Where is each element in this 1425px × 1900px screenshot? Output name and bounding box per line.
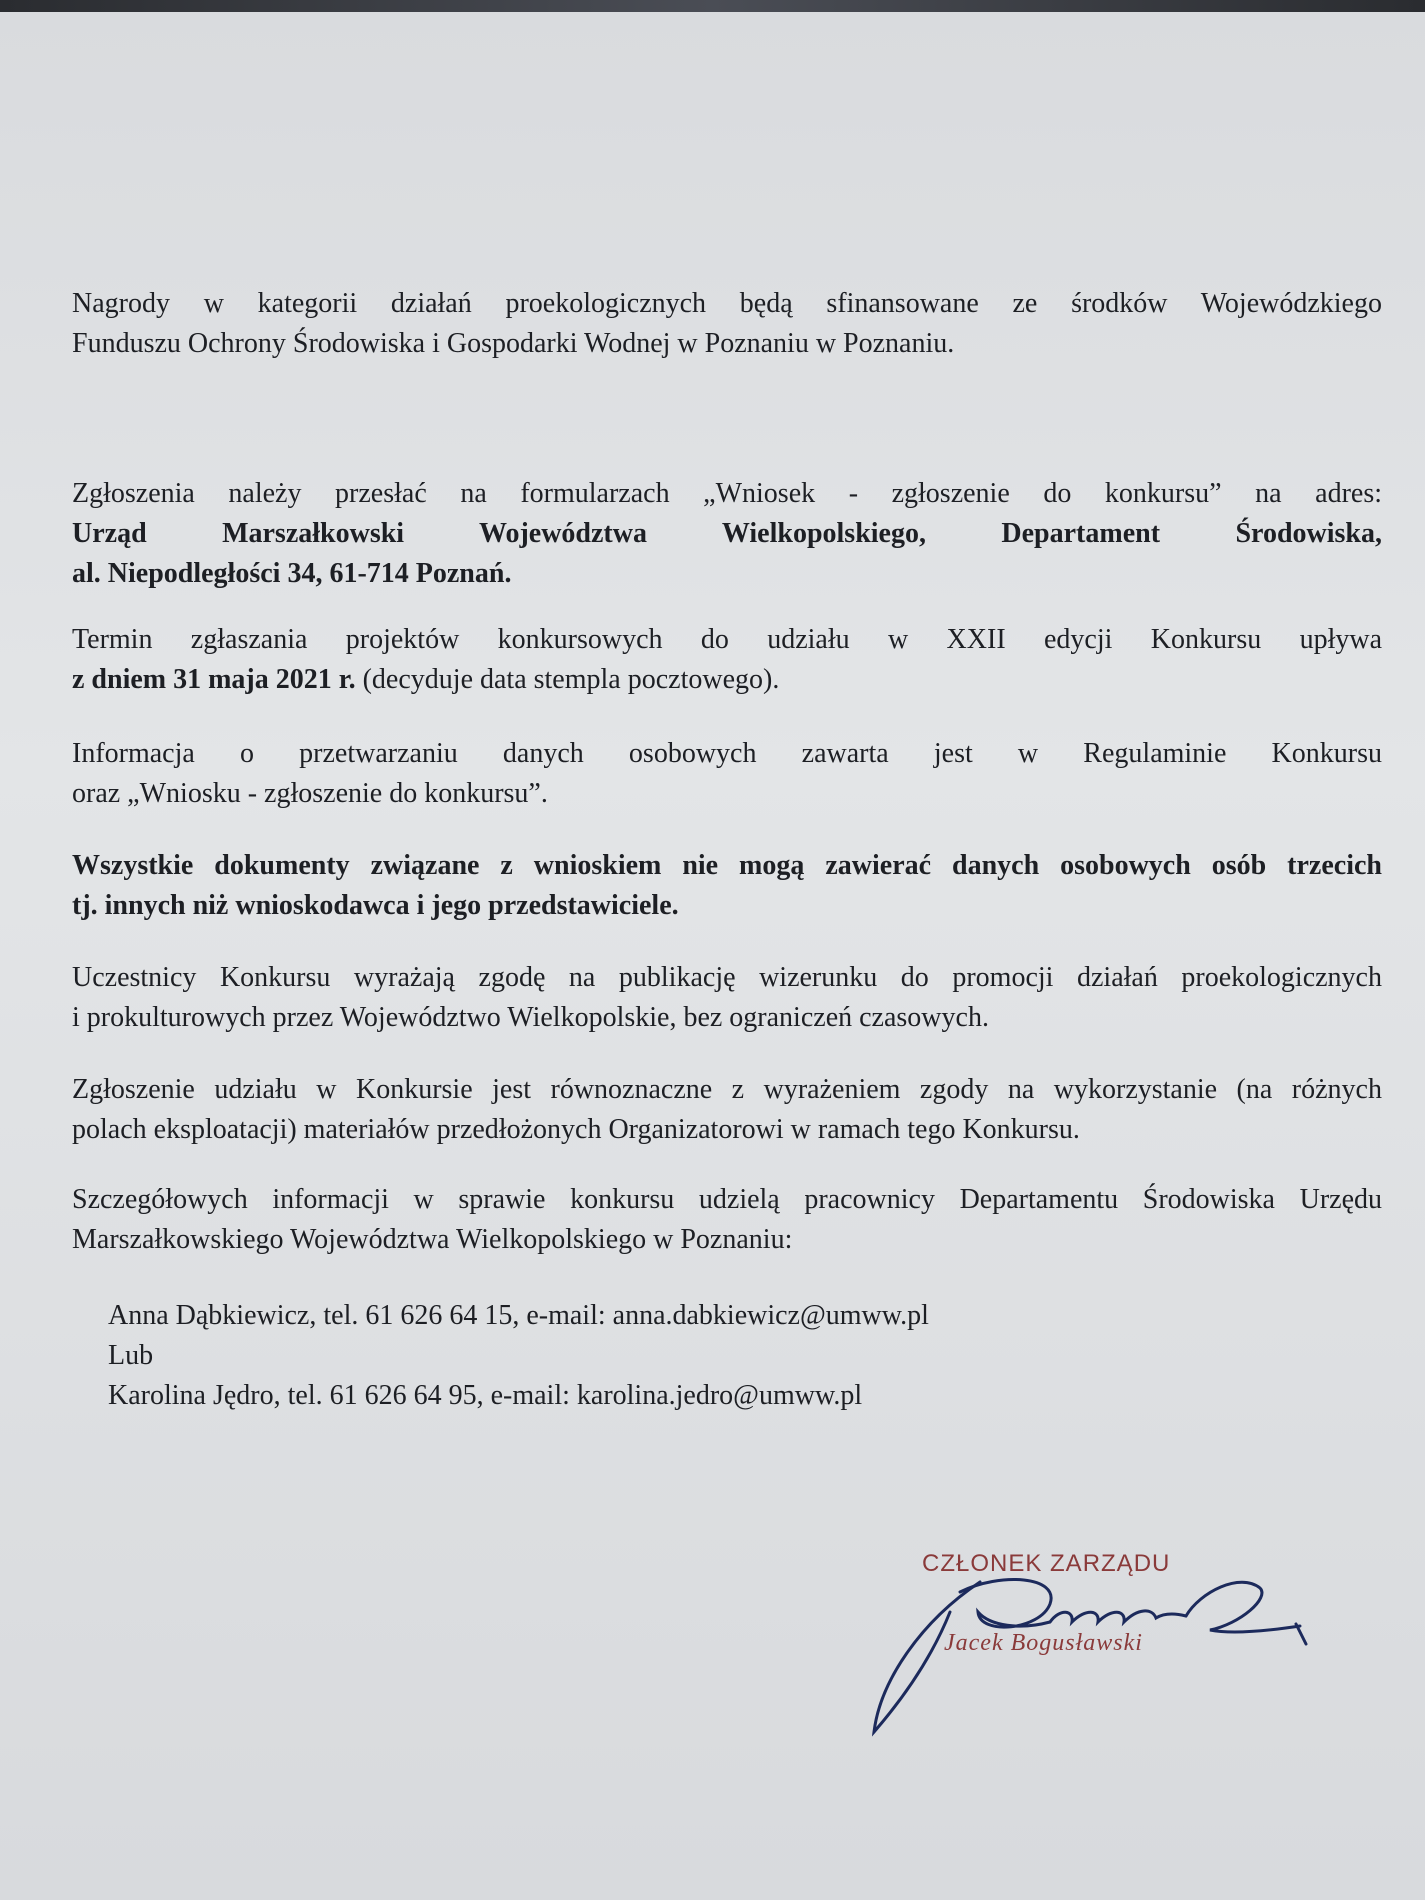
materials-consent-line-1: Zgłoszenie udziału w Konkursie jest równoznaczne z wyrażeniem zgody na wykorzystanie (na różnych — [72, 1074, 1382, 1105]
stamp-title: CZŁONEK ZARZĄDU — [922, 1550, 1171, 1577]
submission-line-1: Zgłoszenia należy przesłać na formularzach „Wniosek - zgłoszenie do konkursu” na adres: — [72, 478, 1382, 509]
privacy-line-1: Informacja o przetwarzaniu danych osobowych zawarta jest w Regulaminie Konkursu — [72, 738, 1382, 769]
contact-anna: Anna Dąbkiewicz, tel. 61 626 64 15, e-mail: anna.dabkiewicz@umww.pl — [108, 1300, 929, 1331]
deadline-line-1: Termin zgłaszania projektów konkursowych do udziału w XXII edycji Konkursu upływa — [72, 624, 1382, 655]
deadline-line-2 — [72, 660, 1382, 700]
contact-list — [108, 1296, 929, 1416]
contact-karolina: Karolina Jędro, tel. 61 626 64 95, e-mail: karolina.jedro@umww.pl — [108, 1380, 863, 1411]
submission-address-line: Urząd Marszałkowski Województwa Wielkopolskiego, Departament Środowiska, — [72, 518, 1382, 549]
document-page — [0, 12, 1425, 1900]
submission-street-line: al. Niepodległości 34, 61-714 Poznań. — [72, 558, 512, 589]
info-line-2: Marszałkowskiego Województwa Wielkopolskiego w Poznaniu: — [72, 1224, 793, 1255]
stamp-name: Jacek Bogusławski — [944, 1630, 1143, 1656]
documents-line-2: tj. innych niż wnioskodawca i jego przedstawiciele. — [72, 890, 679, 921]
deadline-note: (decyduje data stempla pocztowego). — [355, 664, 780, 695]
funding-line-1: Nagrody w kategorii działań proekologicznych będą sfinansowane ze środków Wojewódzkiego — [72, 288, 1382, 319]
handwritten-signature — [860, 1552, 1320, 1752]
materials-consent-line-2: polach eksploatacji) materiałów przedłożonych Organizatorowi w ramach tego Konkursu. — [72, 1114, 1080, 1145]
deadline-paragraph — [72, 620, 1382, 700]
image-consent-paragraph — [72, 958, 1382, 1038]
deadline-date: z dniem 31 maja 2021 r. — [72, 664, 356, 695]
info-paragraph — [72, 1180, 1382, 1260]
privacy-paragraph — [72, 734, 1382, 814]
image-consent-line-2: i prokulturowych przez Województwo Wielkopolskie, bez ograniczeń czasowych. — [72, 1002, 989, 1033]
funding-line-2: Funduszu Ochrony Środowiska i Gospodarki Wodnej w Poznaniu w Poznaniu. — [72, 328, 955, 359]
info-line-1: Szczegółowych informacji w sprawie konkursu udzielą pracownicy Departamentu Środowiska Urzędu — [72, 1184, 1382, 1215]
documents-paragraph — [72, 846, 1382, 926]
funding-paragraph — [72, 284, 1382, 364]
photo-background-edge — [0, 0, 1425, 12]
materials-consent-paragraph — [72, 1070, 1382, 1150]
contact-separator: Lub — [108, 1340, 154, 1371]
documents-line-1: Wszystkie dokumenty związane z wnioskiem nie mogą zawierać danych osobowych osób trzecich — [72, 850, 1382, 881]
submission-paragraph — [72, 474, 1382, 594]
privacy-line-2: oraz „Wniosku - zgłoszenie do konkursu”. — [72, 778, 548, 809]
image-consent-line-1: Uczestnicy Konkursu wyrażają zgodę na publikację wizerunku do promocji działań proekologicznych — [72, 962, 1382, 993]
